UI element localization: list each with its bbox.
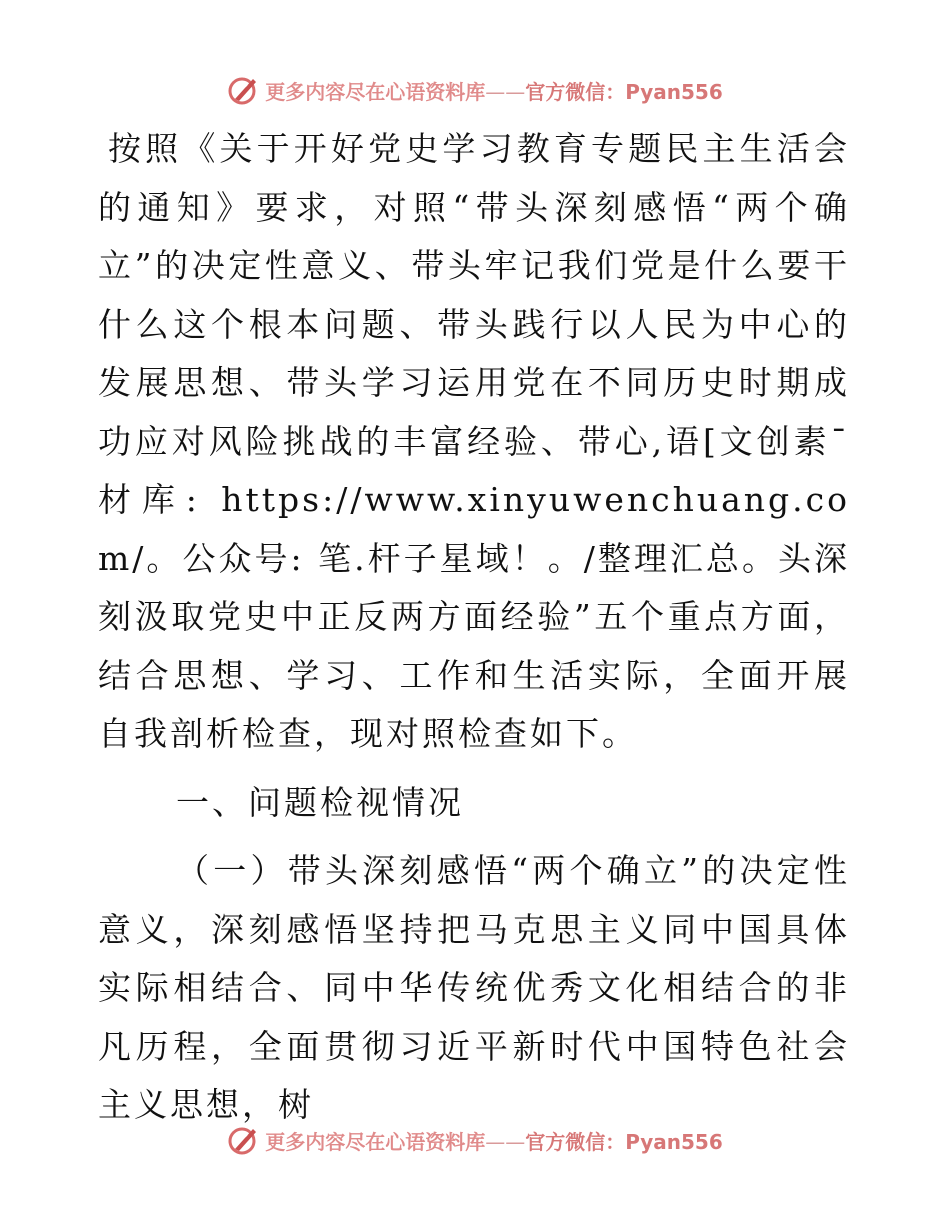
header-separator: —— [485, 79, 526, 104]
footer-banner-text [265, 1126, 723, 1155]
footer-brand-text: 更多内容尽在心语资料库 [265, 1129, 486, 1154]
header-banner-text [265, 76, 723, 105]
header-brand-text: 更多内容尽在心语资料库 [265, 79, 486, 104]
footer-banner [0, 1120, 950, 1160]
header-banner [0, 70, 950, 110]
quill-circle-icon [227, 73, 261, 107]
footer-wechat-label: 官方微信： [525, 1129, 626, 1154]
header-wechat-id: Pyan556 [625, 79, 723, 104]
document-body [98, 120, 850, 1135]
quill-circle-icon [227, 1123, 261, 1157]
header-wechat-label: 官方微信： [525, 79, 626, 104]
intro-paragraph: 按照《关于开好党史学习教育专题民主生活会的通知》要求，对照“带头深刻感悟“两个确立”的决定性意义、带头牢记我们党是什么要干什么这个根本问题、带头践行以人民为中心的发展思想、带头学习运用党在不同历史时期成功应对风险挑战的丰富经验、带心,语[文创素¯材库: https://www.xinyuwenchuang.com/。公众号: 笔.杆子星域！。/整理汇总。头深刻汲取党史中正反两方面经验”五个重点方面，结合思想、学习、工作和生活实际，全面开展自我剖析检查，现对照检查如下。 [98, 129, 850, 753]
section-heading: 一、问题检视情况 [176, 782, 464, 822]
footer-separator: —— [485, 1129, 526, 1154]
subsection-paragraph: （一）带头深刻感悟“两个确立”的决定性意义，深刻感悟坚持把马克思主义同中国具体实际相结合、同中华传统优秀文化相结合的非凡历程，全面贯彻习近平新时代中国特色社会主义思想，树 [98, 851, 850, 1124]
footer-wechat-id: Pyan556 [625, 1129, 723, 1154]
